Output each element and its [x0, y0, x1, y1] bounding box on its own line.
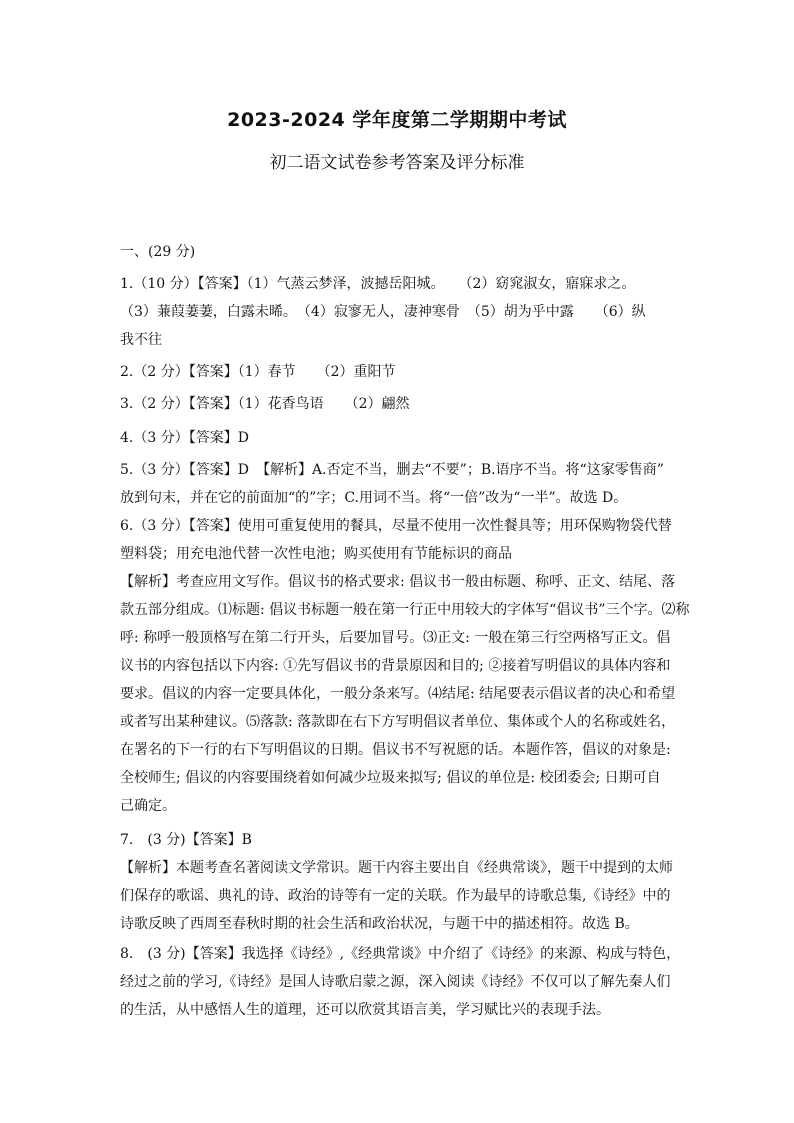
text-line: 3.（2 分）【答案】（1）花香鸟语 （2）翩然 — [120, 396, 410, 412]
text-line: 4.（3 分）【答案】D — [120, 430, 249, 446]
text-line: 己确定。 — [120, 798, 176, 814]
text-line: 诗歌反映了西周至春秋时期的社会生活和政治状况，与题干中的描述相符。故选 B。 — [120, 916, 639, 932]
text-line: 经过之前的学习,《诗经》是国人诗歌启蒙之源，深入阅读《诗经》不仅可以了解先秦人们 — [120, 974, 671, 990]
text-line: 的生活，从中感悟人生的道理，还可以欣赏其语言美，学习赋比兴的表现手法。 — [120, 1002, 610, 1018]
text-line: 5.（3 分）【答案】D 【解析】A.否定不当，删去“不要”；B.语序不当。将“这家零售商” — [120, 462, 664, 478]
text-line: 塑料袋；用充电池代替一次性电池；购买使用有节能标识的商品 — [120, 546, 512, 562]
text-line: 6.（3 分）【答案】使用可重复使用的餐具，尽量不使用一次性餐具等；用环保购物袋代替 — [120, 518, 672, 534]
text-line: 【解析】考查应用文写作。倡议书的格式要求: 倡议书一般由标题、称呼、正文、结尾、落 — [120, 574, 676, 590]
text-line: 1.（10 分）【答案】（1）气蒸云梦泽，波撼岳阳城。 （2）窈窕淑女，寤寐求之。 — [120, 276, 636, 292]
text-line: 放到句末，并在它的前面加“的”字；C.用词不当。将“一倍”改为“一半”。故选 D。 — [120, 490, 628, 506]
text-line: 2.（2 分）【答案】（1）春节 （2）重阳节 — [120, 364, 396, 380]
text-line: 在署名的下一行的右下写明倡议的日期。倡议书不写祝愿的话。本题作答，倡议的对象是: — [120, 742, 671, 758]
answer-body — [120, 238, 690, 1024]
page-title: 2023-2024 学年度第二学期期中考试 — [227, 109, 567, 131]
text-line: 8. (3 分)【答案】我选择《诗经》,《经典常谈》中介绍了《诗经》的来源、构成与特色， — [120, 946, 681, 962]
text-line: 7. (3 分)【答案】B — [120, 832, 252, 848]
text-line: 或者写出某种建议。⑸落款: 落款即在右下方写明倡议者单位、集体或个人的名称或姓名， — [120, 714, 676, 730]
page-subtitle: 初二语文试卷参考答案及评分标准 — [269, 153, 525, 173]
text-line: （3）蒹葭萋萋，白露未晞。 （4）寂寥无人，凄神寒骨 （5）胡为乎中露 （6）纵 — [120, 304, 646, 320]
text-line: 们保存的歌谣、典礼的诗、政治的诗等有一定的关联。作为最早的诗歌总集,《诗经》中的 — [120, 888, 671, 904]
text-line: 全校师生; 倡议的内容要围绕着如何减少垃圾来拟写; 倡议的单位是: 校团委会; 日期可自 — [120, 770, 661, 786]
text-line: 议书的内容包括以下内容: ①先写倡议书的背景原因和目的; ②接着写明倡议的具体内容和 — [120, 658, 671, 674]
text-line: 我不往 — [120, 332, 162, 348]
text-line: 一、(29 分) — [120, 244, 196, 260]
text-line: 款五部分组成。⑴标题: 倡议书标题一般在第一行正中用较大的字体写“倡议书”三个字。⑵称 — [120, 602, 690, 618]
text-line: 【解析】本题考查名著阅读文学常识。题干内容主要出自《经典常谈》，题干中提到的太师 — [120, 860, 673, 876]
text-line: 要求。倡议的内容一定要具体化，一般分条来写。⑷结尾: 结尾要表示倡议者的决心和希望 — [120, 686, 676, 702]
text-line: 呼: 称呼一般顶格写在第二行开头，后要加冒号。⑶正文: 一般在第三行空两格写正文。倡 — [120, 630, 671, 646]
